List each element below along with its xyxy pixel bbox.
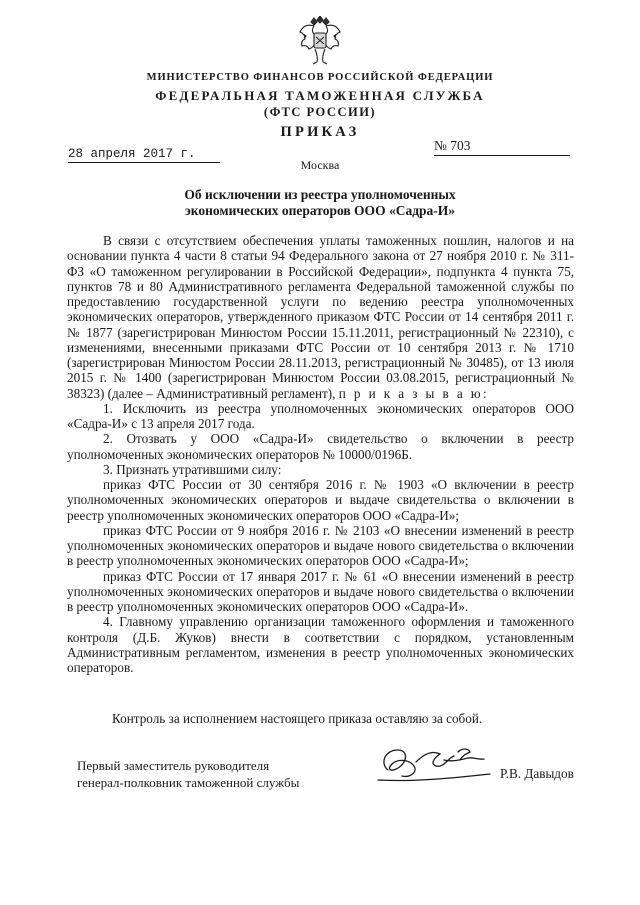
preamble-text: В связи с отсутствием обеспечения уплаты таможенных пошлин, налогов и на основании пункта 4 части 8 статьи 94 Федерального закона от 27 ноября 2010 г. № 311-ФЗ «О таможенном регулировании в Российской Федерации», подпункта 4 пункта 75, пунктов 78 и 80 Административного регламента Федеральной таможенной службы по предоставлению государственной услуги по ведению реестра уполномоченных экономических операторов, утвержденного приказом ФТС России от 14 сентября 2011 г. № 1877 (зарегистрирован Минюстом России 15.11.2011, регистрационный № 22310), с изменениями, внесенными приказами ФТС России от 10 сентября 2013 г. № 1710 (зарегистрирован Минюстом России 28.11.2013, регистрационный № 30485), от 13 июля 2015 г. № 1400 (зарегистрирован Минюстом России 03.08.2015, регистрационный № 38323) (далее – Административный регламент), xyxy=(67,233,574,401)
service-name: ФЕДЕРАЛЬНАЯ ТАМОЖЕННАЯ СЛУЖБА xyxy=(155,88,485,103)
subject-line-2: экономических операторов ООО «Садра-И» xyxy=(184,203,456,218)
document-type: ПРИКАЗ xyxy=(280,124,360,140)
order-number: № 703 xyxy=(434,138,570,156)
order-directive: п р и к а з ы в а ю: xyxy=(338,385,490,401)
item-3a-paragraph: приказ ФТС России от 30 сентября 2016 г. № 1903 «О включении в реестр уполномоченных экономических операторов и выдаче свидетельства о включении в реестр уполномоченных экономических операторов ООО «Садра-И»; xyxy=(67,477,574,523)
order-date: 28 апреля 2017 г. xyxy=(68,147,220,163)
item-1-paragraph: 1. Исключить из реестра уполномоченных экономических операторов ООО «Садра-И» с 13 апреля 2017 года. xyxy=(67,400,574,431)
item-3-paragraph: 3. Признать утратившими силу: xyxy=(103,461,282,477)
russian-coat-of-arms-icon xyxy=(298,16,342,66)
order-city: Москва xyxy=(300,158,340,172)
signatory-position-line-2: генерал-полковник таможенной службы xyxy=(77,775,300,790)
item-2-paragraph: 2. Отозвать у ООО «Садра-И» свидетельство о включении в реестр уполномоченных экономических операторов № 10000/0196Б. xyxy=(67,431,574,462)
service-abbreviation: (ФТС РОССИИ) xyxy=(263,105,377,119)
signatory-position-line-1: Первый заместитель руководителя xyxy=(77,758,270,773)
item-4-paragraph: 4. Главному управлению организации таможенного оформления и таможенного контроля (Д.Б. Жуков) внести в соответствии с порядком, установленным Административным регламентом, изменения в реестр уполномоченных экономических операторов. xyxy=(67,614,574,675)
handwritten-signature xyxy=(374,740,496,786)
item-3b-paragraph: приказ ФТС России от 9 ноября 2016 г. № 2103 «О внесении изменений в реестр уполномоченных экономических операторов и выдаче нового свидетельства о включении в реестр уполномоченных экономических операторов ООО «Садра-И»; xyxy=(67,522,574,569)
control-statement: Контроль за исполнением настоящего приказа оставляю за собой. xyxy=(112,711,483,726)
order-body xyxy=(67,233,574,675)
signatory-name: Р.В. Давыдов xyxy=(500,766,574,781)
subject-line-1: Об исключении из реестра уполномоченных xyxy=(184,187,456,202)
signatory-position xyxy=(77,757,299,791)
order-subject xyxy=(0,187,640,219)
preamble-paragraph xyxy=(67,233,574,401)
ministry-name: МИНИСТЕРСТВО ФИНАНСОВ РОССИЙСКОЙ ФЕДЕРАЦИИ xyxy=(146,72,494,83)
item-3c-paragraph: приказ ФТС России от 17 января 2017 г. № 61 «О внесении изменений в реестр уполномоченных экономических операторов и выдаче нового свидетельства о включении в реестр уполномоченных экономических операторов ООО «Садра-И». xyxy=(67,568,574,614)
